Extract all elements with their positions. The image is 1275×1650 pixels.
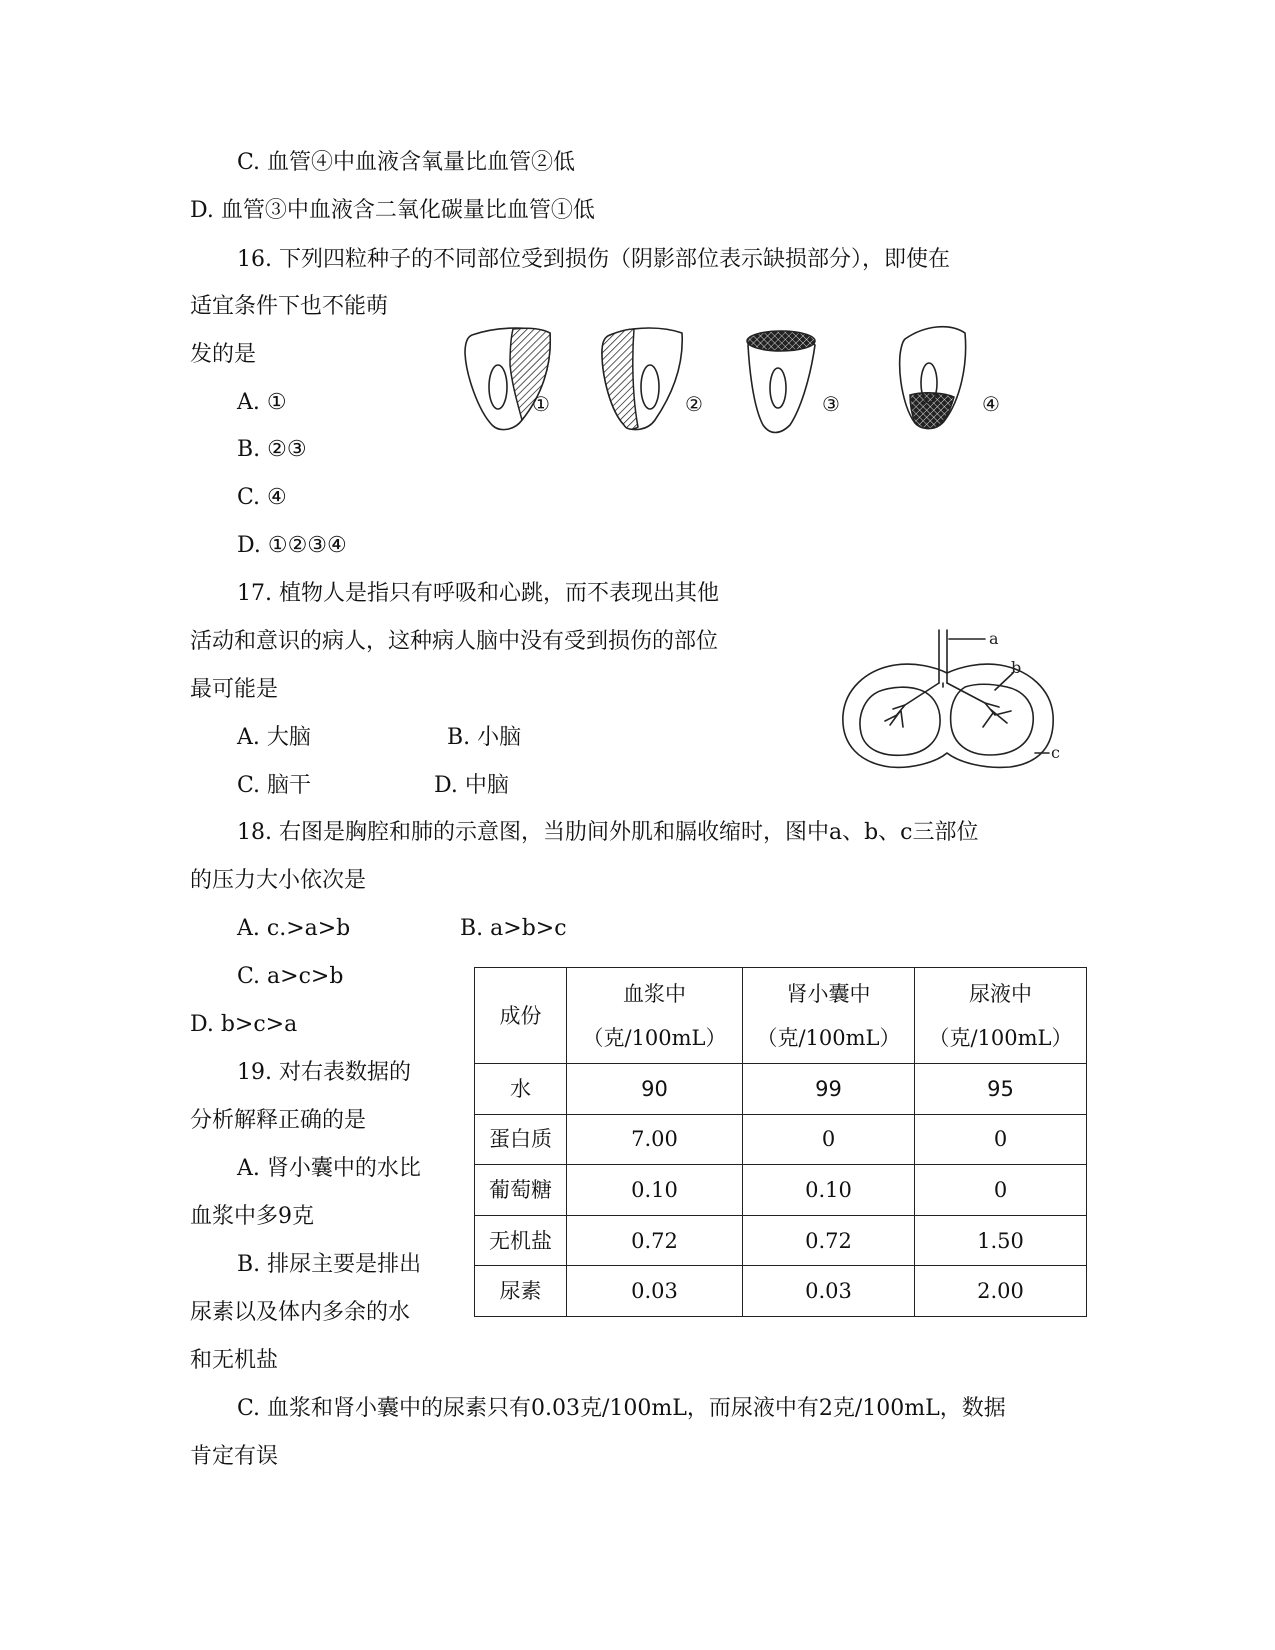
q19-stem-line1: 19. 对右表数据的: [237, 1060, 411, 1085]
seed-label-1: ①: [532, 392, 550, 416]
header-capsule: [743, 968, 915, 1064]
seed-3: [747, 331, 815, 433]
cell-capsule: 0.03: [743, 1266, 915, 1317]
q17-option-c: C. 脑干: [237, 773, 312, 798]
seed-2: [602, 328, 682, 430]
cell-plasma: 0.03: [567, 1266, 743, 1317]
cell-plasma: 90: [567, 1064, 743, 1115]
q17-stem-line3: 最可能是: [190, 677, 279, 702]
q19-option-b-line3: 和无机盐: [190, 1348, 279, 1373]
seed-label-3: ③: [822, 392, 840, 416]
header-capsule-label: 肾小囊中: [786, 981, 871, 1006]
header-plasma-unit: （克/100mL）: [582, 1025, 727, 1050]
row-label: 水: [475, 1064, 567, 1115]
header-plasma: [567, 968, 743, 1064]
q16-stem-line1: 16. 下列四粒种子的不同部位受到损伤（阴影部位表示缺损部分），即使在: [237, 247, 950, 272]
q16-stem-line3: 发的是: [190, 342, 257, 367]
cell-urine: 95: [915, 1064, 1087, 1115]
composition-table: [474, 967, 1087, 1317]
row-label: 葡萄糖: [475, 1165, 567, 1216]
q18-stem-line1: 18. 右图是胸腔和肺的示意图，当肋间外肌和膈收缩时，图中a、b、c三部位: [237, 820, 979, 845]
q18-option-b: B. a>b>c: [460, 916, 567, 941]
label-c: c: [1051, 743, 1060, 762]
row-label: 尿素: [475, 1266, 567, 1317]
q15-option-c: C. 血管④中血液含氧量比血管②低: [237, 150, 576, 175]
row-label: 无机盐: [475, 1215, 567, 1266]
chest-lung-diagram: [835, 629, 1065, 785]
q18-option-a: A. c.>a>b: [237, 916, 351, 941]
cell-urine: 1.50: [915, 1215, 1087, 1266]
seed-4: [900, 327, 966, 429]
q19-stem-line2: 分析解释正确的是: [190, 1108, 367, 1133]
cell-urine: 0: [915, 1114, 1087, 1165]
table-row: [475, 1165, 1087, 1216]
cell-plasma: 7.00: [567, 1114, 743, 1165]
cell-plasma: 0.72: [567, 1215, 743, 1266]
row-label: 蛋白质: [475, 1114, 567, 1165]
q17-stem-line2: 活动和意识的病人，这种病人脑中没有受到损伤的部位: [190, 629, 719, 654]
cell-capsule: 0.10: [743, 1165, 915, 1216]
seed-label-4: ④: [982, 392, 1000, 416]
q19-option-b-line2: 尿素以及体内多余的水: [190, 1300, 411, 1325]
header-urine: [915, 968, 1087, 1064]
table-row: [475, 1215, 1087, 1266]
table-row: [475, 1064, 1087, 1115]
q18-option-d: D. b>c>a: [190, 1012, 298, 1037]
cell-urine: 2.00: [915, 1266, 1087, 1317]
table-row: [475, 1114, 1087, 1165]
seed-diagram: [460, 325, 1060, 440]
q17-stem-line1: 17. 植物人是指只有呼吸和心跳，而不表现出其他: [237, 581, 719, 606]
q16-stem-line2: 适宜条件下也不能萌: [190, 294, 389, 319]
q16-option-a: A. ①: [237, 390, 287, 415]
cell-capsule: 0: [743, 1114, 915, 1165]
header-urine-label: 尿液中: [969, 981, 1032, 1006]
header-component: 成份: [475, 968, 567, 1064]
q19-option-a-line2: 血浆中多9克: [190, 1204, 314, 1229]
q19-option-c-line2: 肯定有误: [190, 1444, 279, 1469]
table-row: [475, 1266, 1087, 1317]
q16-option-c: C. ④: [237, 485, 287, 510]
q19-option-b-line1: B. 排尿主要是排出: [237, 1252, 422, 1277]
q17-option-b: B. 小脑: [447, 725, 522, 750]
cell-capsule: 99: [743, 1064, 915, 1115]
header-plasma-label: 血浆中: [623, 981, 686, 1006]
label-a: a: [989, 629, 999, 648]
cell-urine: 0: [915, 1165, 1087, 1216]
q18-option-c: C. a>c>b: [237, 964, 344, 989]
cell-capsule: 0.72: [743, 1215, 915, 1266]
q19-option-a-line1: A. 肾小囊中的水比: [237, 1156, 421, 1181]
table-header-row: [475, 968, 1087, 1064]
header-urine-unit: （克/100mL）: [928, 1025, 1073, 1050]
q16-option-d: D. ①②③④: [237, 533, 347, 558]
q19-option-c-line1: C. 血浆和肾小囊中的尿素只有0.03克/100mL，而尿液中有2克/100mL，数据: [237, 1396, 1006, 1421]
seed-label-2: ②: [685, 392, 703, 416]
q15-option-d: D. 血管③中血液含二氧化碳量比血管①低: [190, 198, 595, 223]
q16-option-b: B. ②③: [237, 437, 307, 462]
cell-plasma: 0.10: [567, 1165, 743, 1216]
q17-option-a: A. 大脑: [237, 725, 311, 750]
q17-option-d: D. 中脑: [434, 773, 509, 798]
label-b: b: [1011, 658, 1022, 677]
q18-stem-line2: 的压力大小依次是: [190, 868, 367, 893]
header-capsule-unit: （克/100mL）: [756, 1025, 901, 1050]
